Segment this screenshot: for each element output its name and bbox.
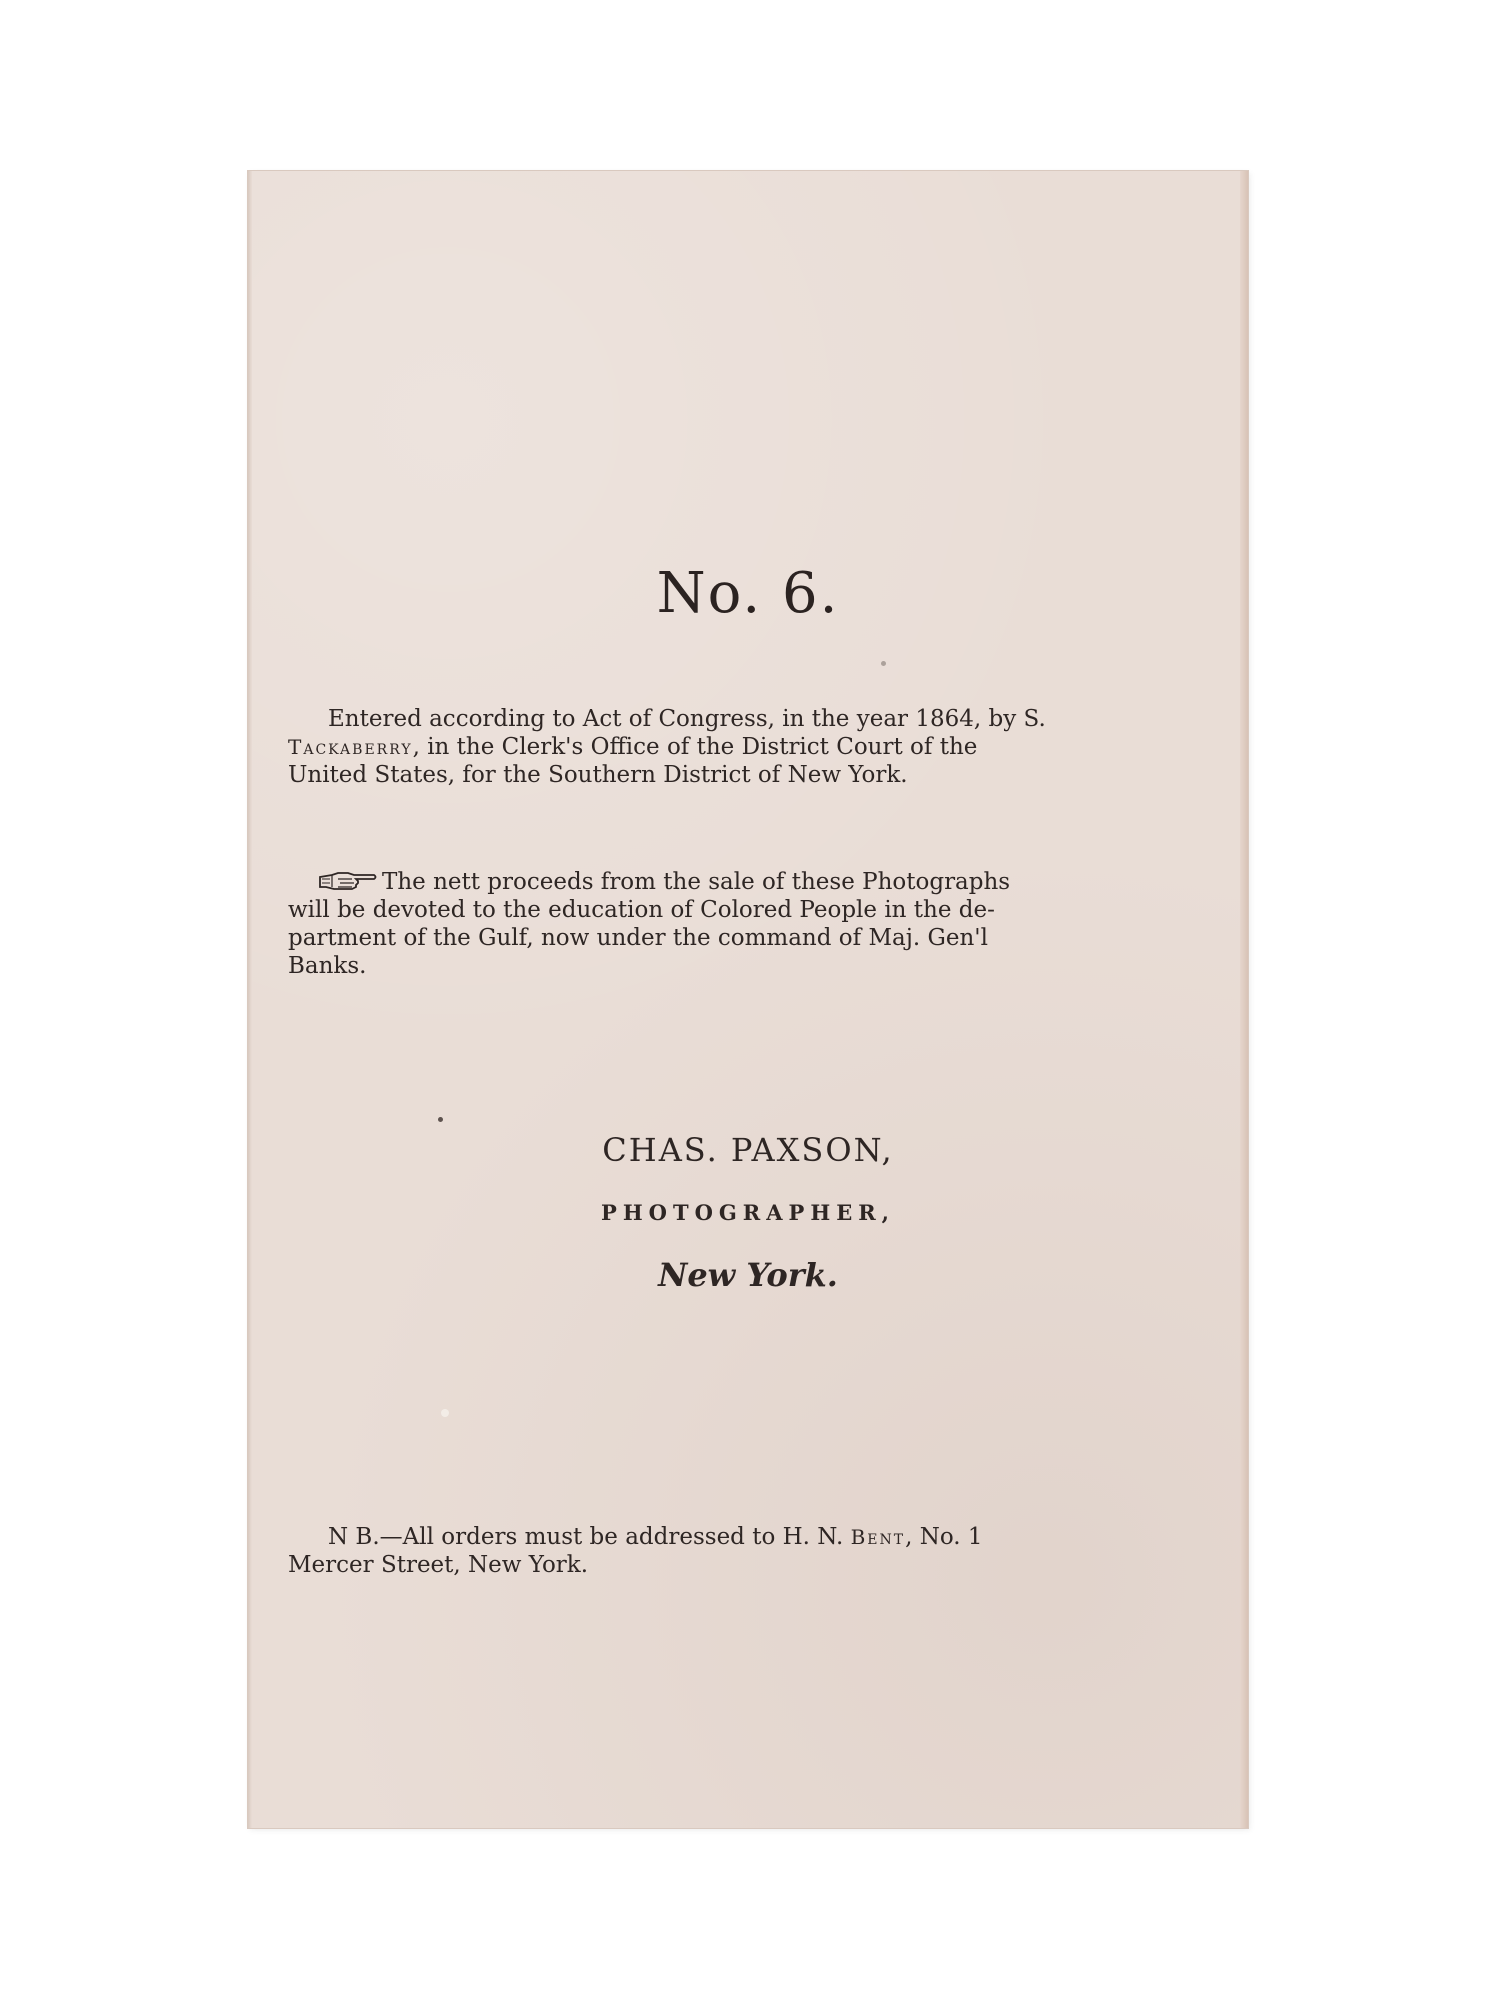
nb-line-1-start: N B.—All orders must be addressed to H. N. bbox=[328, 1524, 844, 1550]
notice-line-2: will be devoted to the education of Colored People in the de- bbox=[288, 897, 995, 923]
nb-line-1-end: , No. 1 bbox=[905, 1524, 983, 1550]
photographer-name: CHAS. PAXSON, bbox=[602, 1131, 894, 1169]
copyright-owner-name: Tackaberry bbox=[288, 735, 413, 759]
copyright-notice bbox=[288, 705, 1202, 789]
notice-line-1-text: The nett proceeds from the sale of these Photographs bbox=[382, 869, 1011, 895]
copyright-line-2 bbox=[288, 733, 1202, 761]
orders-note bbox=[288, 1523, 1202, 1579]
paper-speck bbox=[881, 661, 886, 666]
card-number: No. 6. bbox=[656, 561, 840, 626]
agent-name: Bent bbox=[850, 1525, 906, 1549]
pointing-hand-icon bbox=[318, 869, 378, 893]
card-right-edge bbox=[1240, 171, 1248, 1828]
photographer-city: New York. bbox=[658, 1256, 838, 1294]
paper-speck bbox=[441, 1409, 449, 1417]
copyright-line-1: Entered according to Act of Congress, in the year 1864, by S. bbox=[328, 706, 1046, 732]
copyright-line-3: United States, for the Southern District of New York. bbox=[288, 762, 908, 788]
proceeds-notice bbox=[288, 868, 1202, 980]
paper-speck bbox=[438, 1117, 443, 1122]
notice-line-4: Banks. bbox=[288, 953, 367, 979]
nb-line-2: Mercer Street, New York. bbox=[288, 1552, 589, 1578]
photographer-title: PHOTOGRAPHER, bbox=[601, 1200, 895, 1225]
copyright-line-2-rest: , in the Clerk's Office of the District Court of the bbox=[412, 734, 978, 760]
card-left-edge bbox=[248, 171, 252, 1828]
notice-line-3: partment of the Gulf, now under the command of Maj. Gen'l bbox=[288, 925, 988, 951]
nb-line-1 bbox=[288, 1523, 1202, 1551]
carte-de-visite-back bbox=[248, 171, 1248, 1828]
notice-line-1 bbox=[288, 868, 1202, 896]
